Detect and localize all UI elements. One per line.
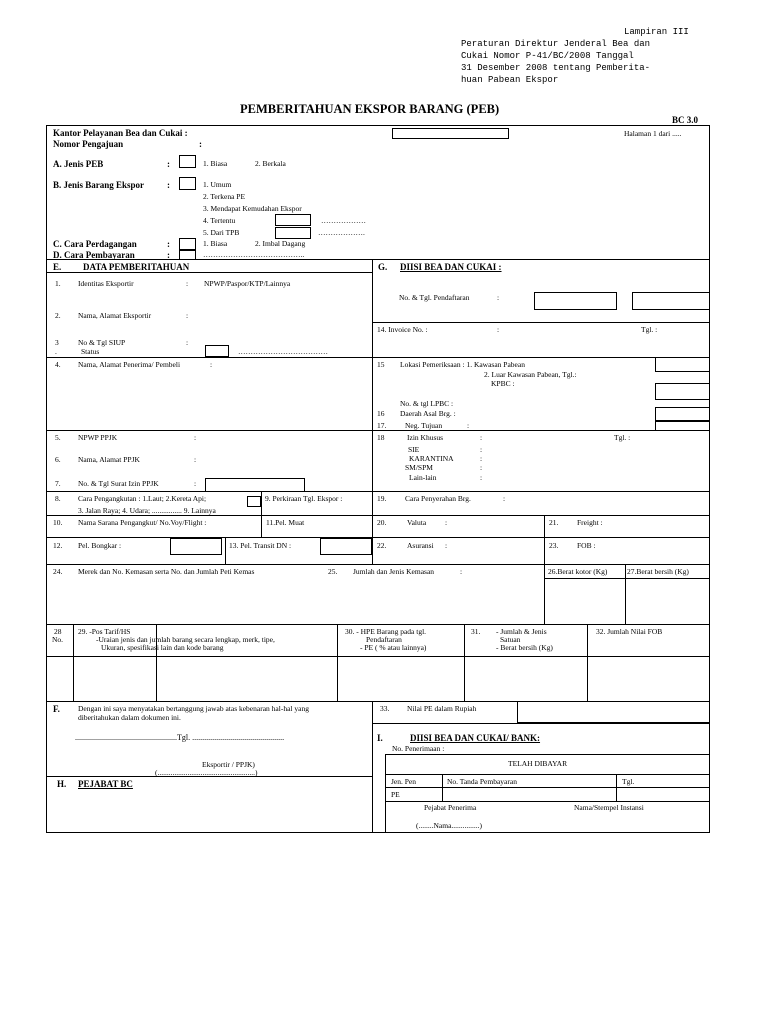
colon: :: [445, 541, 448, 550]
fob-label: FOB :: [577, 541, 596, 550]
jenis-peb-option-2: 2. Berkala: [255, 159, 286, 168]
divider: [46, 537, 710, 538]
jenis-barang-option-5: 5. Dari TPB: [203, 228, 240, 237]
row-number: 6.: [55, 455, 61, 464]
section-h-title: PEJABAT BC: [78, 779, 133, 789]
pelabuhan-bongkar-input[interactable]: [170, 538, 222, 555]
nomor-pengajuan-label: Nomor Pengajuan: [53, 139, 124, 149]
row-number: 19.: [377, 494, 387, 503]
identitas-eksportir-label: Identitas Eksportir: [78, 279, 134, 288]
divider: [544, 578, 710, 579]
nama-eksportir-label: Nama, Alamat Eksportir: [78, 311, 152, 320]
negara-tujuan-input[interactable]: [655, 421, 710, 431]
izin-ppjk-input[interactable]: [205, 478, 305, 492]
row-number: 7.: [55, 479, 61, 488]
cara-pengangkutan-options: 3. Jalan Raya; 4. Udara; ................ 9. Lainnya: [78, 506, 216, 515]
divider: [225, 537, 226, 564]
no-tanda-header: No. Tanda Pembayaran: [447, 777, 517, 786]
penerima-label: Nama, Alamat Penerima/ Pembeli: [78, 360, 181, 369]
row-number: 20.: [377, 518, 387, 527]
regulation-line-3: 31 Desember 2008 tentang Pemberita-: [461, 63, 651, 73]
colon: :: [480, 463, 483, 472]
colon: :: [167, 239, 170, 249]
row-number-dot: .: [55, 347, 57, 356]
row-number: 31.: [471, 627, 481, 636]
cara-perdagangan-checkbox[interactable]: [179, 238, 196, 250]
berat-kotor-label: 26.Berat kotor (Kg): [548, 567, 608, 576]
valuta-label: Valuta: [407, 518, 427, 527]
izin-khusus-tgl-label: Tgl. :: [614, 433, 631, 442]
signature-line: (....................................................): [155, 768, 258, 777]
kantor-label: Kantor Pelayanan Bea dan Cukai :: [53, 128, 188, 138]
colon: :: [497, 325, 500, 334]
section-e-title: DATA PEMBERITAHUAN: [83, 262, 190, 272]
sm-spm-label: SM/SPM: [405, 463, 433, 472]
invoice-label: 14. Invoice No. :: [377, 325, 428, 334]
colon: :: [497, 293, 500, 302]
jenis-barang-option-1: 1. Umum: [203, 180, 232, 189]
row-number: 25.: [328, 567, 338, 576]
jumlah-jenis-header: - Jumlah & Jenis: [496, 627, 547, 636]
perkiraan-ekspor-label: 9. Perkiraan Tgl. Ekspor :: [265, 494, 343, 503]
sie-label: SIE: [408, 445, 420, 454]
pelabuhan-transit-input[interactable]: [320, 538, 372, 555]
dots: ……………….: [318, 228, 365, 237]
pendaftaran-label: No. & Tgl. Pendaftaran: [399, 293, 470, 302]
colon: :: [194, 455, 197, 464]
pos-tarif-header: 29. -Pos Tarif/HS: [78, 627, 131, 636]
divider: [46, 491, 710, 492]
colon: :: [445, 518, 448, 527]
row-number: 18: [377, 433, 385, 442]
kpbc-input[interactable]: [655, 383, 710, 400]
merek-kemasan-label: Merek dan No. Kemasan serta No. dan Jumlah Peti Kemas: [78, 567, 255, 576]
divider: [385, 787, 710, 788]
colon: :: [167, 180, 170, 190]
divider: [73, 624, 74, 701]
divider: [46, 624, 710, 625]
section-f-letter: F.: [53, 704, 60, 714]
divider: [46, 564, 710, 565]
row-number: 8.: [55, 494, 61, 503]
jumlah-fob-header: 32. Jumlah Nilai FOB: [596, 627, 663, 636]
pelabuhan-bongkar-label: Pel. Bongkar :: [78, 541, 122, 550]
sarana-pengangkut-label: Nama Sarana Pengangkut/ No.Voy/Flight :: [78, 518, 207, 527]
divider: [46, 656, 710, 657]
lokasi-pemeriksaan-input[interactable]: [655, 357, 710, 372]
row-number: 2.: [55, 311, 61, 320]
asuransi-label: Asuransi: [407, 541, 434, 550]
row-number: 16: [377, 409, 385, 418]
section-i-title: DIISI BEA DAN CUKAI/ BANK:: [410, 733, 541, 743]
jenis-peb-checkbox[interactable]: [179, 155, 196, 168]
divider: [372, 701, 373, 833]
row-number: 3: [55, 338, 59, 347]
tpb-input[interactable]: [275, 227, 311, 239]
colon: :: [194, 433, 197, 442]
cara-pembayaran-label: D. Cara Pembayaran: [53, 250, 135, 260]
cara-pembayaran-checkbox[interactable]: [179, 250, 196, 260]
divider: [625, 564, 626, 624]
nilai-pe-label: Nilai PE dalam Rupiah: [407, 704, 477, 713]
hpe-header: 30. - HPE Barang pada tgl.: [345, 627, 427, 636]
row-number: 33.: [380, 704, 390, 713]
cara-perdagangan-option-2: 2. Imbal Dagang: [255, 239, 306, 248]
divider: [587, 624, 588, 701]
divider: [372, 322, 710, 323]
eksportir-label: Eksportir / PPJK): [202, 760, 255, 769]
divider: [46, 357, 710, 358]
berat-bersih-header: - Berat bersih (Kg): [496, 643, 553, 652]
divider: [46, 272, 372, 273]
colon: :: [480, 433, 483, 442]
regulation-line-1: Peraturan Direktur Jenderal Bea dan: [461, 39, 651, 49]
cara-penyerahan-label: Cara Penyerahan Brg.: [405, 494, 471, 503]
jenis-peb-option-1: 1. Biasa: [203, 159, 228, 168]
no-pendaftaran-input[interactable]: [534, 292, 617, 310]
row-number: 24.: [53, 567, 63, 576]
cara-perdagangan-option-1: 1. Biasa: [203, 239, 228, 248]
freight-label: Freight :: [577, 518, 603, 527]
tertentu-input[interactable]: [275, 214, 311, 226]
dots: ………………………………: [238, 347, 328, 356]
regulation-line-4: huan Pabean Ekspor: [461, 75, 559, 85]
cara-pengangkutan-label: Cara Pengangkutan : 1.Laut; 2.Kereta Api;: [78, 494, 207, 503]
lampiran-label: Lampiran III: [624, 27, 689, 37]
section-h-letter: H.: [57, 779, 67, 789]
row-number: 22.: [377, 541, 387, 550]
colon: :: [186, 338, 189, 347]
status-input[interactable]: [205, 345, 229, 357]
divider: [46, 430, 710, 431]
jenis-barang-checkbox[interactable]: [179, 177, 196, 190]
colon: :: [503, 494, 506, 503]
negara-tujuan-label: Neg. Tujuan: [405, 421, 443, 430]
row-number: 21.: [549, 518, 559, 527]
row-number: 1.: [55, 279, 61, 288]
section-e-letter: E.: [53, 262, 62, 272]
pejabat-penerima-label: Pejabat Penerima: [424, 803, 477, 812]
divider: [261, 515, 262, 537]
lokasi-pemeriksaan-label: Lokasi Pemeriksaan : 1. Kawasan Pabean: [400, 360, 525, 369]
row-number: 17.: [377, 421, 387, 430]
cara-perdagangan-label: C. Cara Perdagangan: [53, 239, 137, 249]
row-number: 4.: [55, 360, 61, 369]
identitas-eksportir-value: NPWP/Paspor/KTP/Lainnya: [204, 279, 291, 288]
kpbc-label: KPBC :: [491, 379, 515, 388]
section-g-letter: G.: [378, 262, 388, 272]
jenis-barang-option-3: 3. Mendapat Kemudahan Ekspor: [203, 204, 302, 213]
divider: [442, 774, 443, 801]
invoice-tgl-label: Tgl. :: [641, 325, 658, 334]
row-number: 28: [54, 627, 62, 636]
lpbc-label: No. & tgl LPBC :: [400, 399, 454, 408]
no-penerimaan-label: No. Penerimaan :: [392, 744, 445, 753]
form-code: BC 3.0: [672, 115, 699, 125]
colon: :: [467, 421, 470, 430]
dots: …………………………………..: [203, 250, 305, 259]
pendaftaran-header: Pendaftaran: [366, 635, 402, 644]
nama-stempel-label: Nama/Stempel Instansi: [574, 803, 644, 812]
regulation-line-2: Cukai Nomor P-41/BC/2008 Tanggal: [461, 51, 634, 61]
divider: [616, 774, 617, 801]
izin-ppjk-label: No. & Tgl Surat Izin PPJK: [78, 479, 159, 488]
luar-kawasan-label: 2. Luar Kawasan Pabean, Tgl.:: [484, 370, 577, 379]
nomor-header: No.: [52, 635, 64, 644]
jenis-barang-option-4: 4. Tertentu: [203, 216, 236, 225]
tgl-header: Tgl.: [622, 777, 635, 786]
divider: [337, 624, 338, 701]
status-label: Status: [81, 347, 100, 356]
row-number: 23.: [549, 541, 559, 550]
dots: ………………: [321, 216, 366, 225]
pelabuhan-muat-label: 11.Pel. Muat: [266, 518, 305, 527]
kantor-input[interactable]: [392, 128, 509, 139]
divider: [544, 564, 545, 624]
izin-khusus-label: Izin Khusus: [407, 433, 444, 442]
row-number: 5.: [55, 433, 61, 442]
cara-pengangkutan-checkbox[interactable]: [247, 496, 261, 507]
colon: :: [210, 360, 213, 369]
divider: [544, 515, 545, 564]
colon: :: [480, 454, 483, 463]
divider: [261, 491, 262, 515]
npwp-ppjk-label: NPWP PPJK: [78, 433, 118, 442]
colon: :: [480, 473, 483, 482]
nilai-pe-input[interactable]: [517, 701, 710, 723]
satuan-header: Satuan: [500, 635, 521, 644]
pelabuhan-transit-label: 13. Pel. Transit DN :: [229, 541, 292, 550]
colon: :: [194, 479, 197, 488]
spesifikasi-header: Ukuran, spesifikasi lain dan kode barang: [101, 643, 224, 652]
karantina-label: KARANTINA: [409, 454, 454, 463]
telah-dibayar-label: TELAH DIBAYAR: [508, 759, 568, 768]
siup-label: No & Tgl SIUP: [78, 338, 126, 347]
row-number: 10.: [53, 518, 63, 527]
divider: [46, 259, 710, 260]
jenis-barang-option-2: 2. Terkena PE: [203, 192, 246, 201]
colon: :: [167, 250, 170, 260]
divider: [46, 515, 710, 516]
divider: [385, 801, 710, 802]
daerah-asal-input[interactable]: [655, 407, 710, 421]
jenis-kemasan-label: Jumlah dan Jenis Kemasan: [353, 567, 435, 576]
divider: [372, 723, 710, 724]
page-title: PEMBERITAHUAN EKSPOR BARANG (PEB): [240, 102, 500, 116]
declaration-line-1: Dengan ini saya menyatakan bertanggung jawab atas kebenaran hal-hal yang: [78, 704, 309, 713]
divider: [385, 774, 710, 775]
divider: [464, 624, 465, 701]
jenis-peb-label: A. Jenis PEB: [53, 159, 104, 169]
row-number: 12.: [53, 541, 63, 550]
colon: :: [480, 445, 483, 454]
jenis-penerimaan-header: Jen. Pen: [391, 777, 416, 786]
colon: :: [199, 139, 202, 149]
colon: :: [186, 311, 189, 320]
section-g-title: DIISI BEA DAN CUKAI :: [400, 262, 502, 272]
berat-bersih-label: 27.Berat bersih (Kg): [627, 567, 689, 576]
row-number: 15: [377, 360, 385, 369]
declaration-line-2: diberitahukan dalam dokumen ini.: [78, 713, 181, 722]
colon: :: [460, 567, 463, 576]
divider: [372, 259, 373, 564]
tanggal-line: ...................................................Tgl. ..............................................: [75, 733, 285, 742]
jenis-barang-label: B. Jenis Barang Ekspor: [53, 180, 145, 190]
uraian-barang-header: -Uraian jenis dan jumlah barang secara lengkap, merk, tipe,: [96, 635, 275, 644]
tgl-pendaftaran-input[interactable]: [632, 292, 710, 310]
colon: :: [186, 279, 189, 288]
colon: :: [167, 159, 170, 169]
daerah-asal-label: Daerah Asal Brg. :: [400, 409, 456, 418]
nama-ppjk-label: Nama, Alamat PPJK: [78, 455, 140, 464]
pe-header: - PE ( % atau lainnya): [360, 643, 427, 652]
section-i-letter: I.: [377, 733, 383, 743]
lain-lain-label: Lain-lain: [409, 473, 437, 482]
page-count: Halaman 1 dari .....: [624, 129, 682, 138]
nama-signature-line: (........Nama...............): [416, 821, 483, 830]
pe-row-label: PE: [391, 790, 400, 799]
